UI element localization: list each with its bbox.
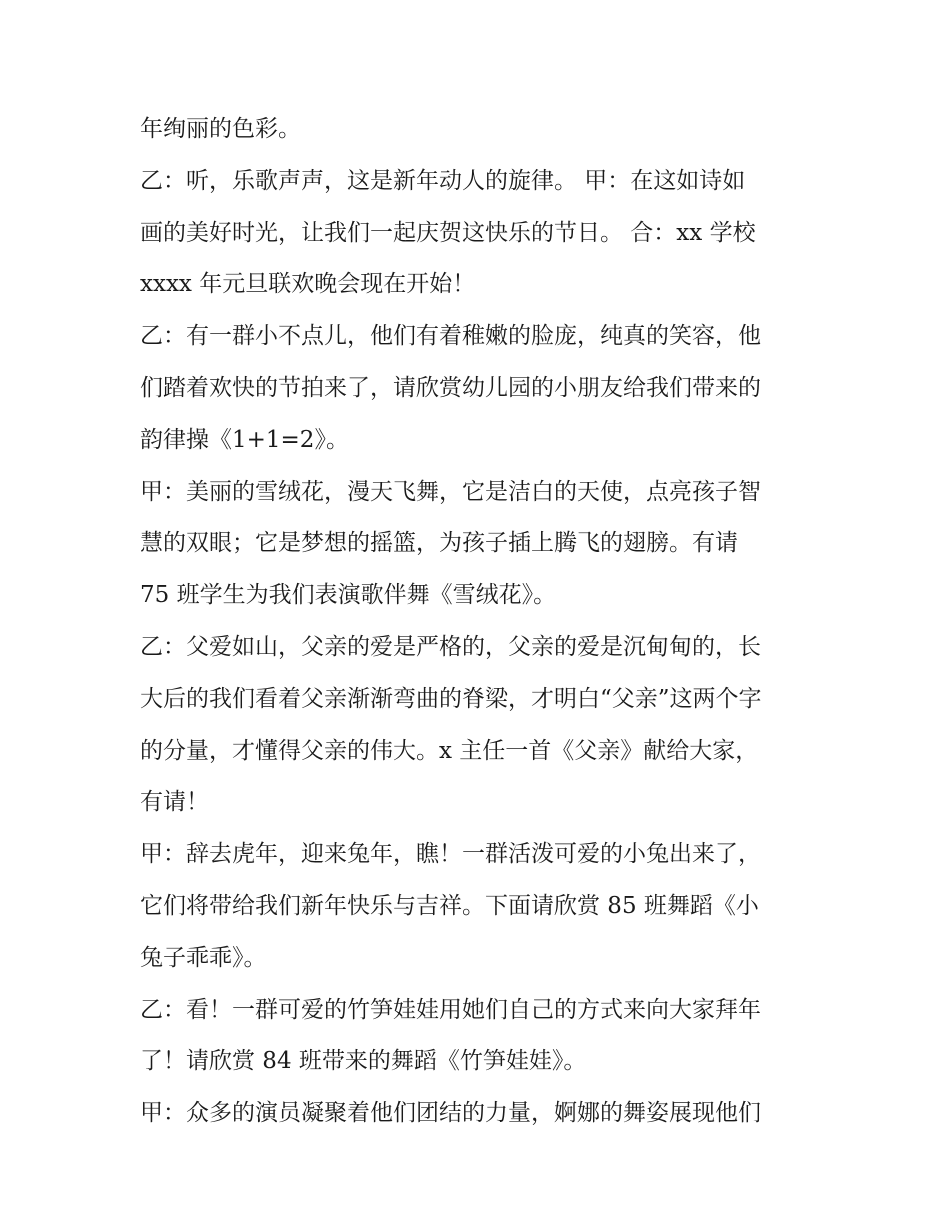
text-line: 慧的双眼；它是梦想的摇篮，为孩子插上腾飞的翅膀。有请 — [140, 530, 738, 557]
text-line: 们踏着欢快的节拍来了，请欣赏幼儿园的小朋友给我们带来的 — [140, 374, 761, 401]
text-line: 乙：有一群小不点儿，他们有着稚嫩的脸庞，纯真的笑容，他 — [140, 323, 761, 350]
text-line: 画的美好时光，让我们一起庆贺这快乐的节日。 合：xx 学校 — [140, 219, 756, 246]
text-line: 甲：辞去虎年，迎来兔年，瞧！一群活泼可爱的小兔出来了， — [140, 841, 761, 868]
text-line: 乙：听，乐歌声声，这是新年动人的旋律。 甲：在这如诗如 — [140, 167, 746, 194]
text-line: 乙：看！一群可爱的竹笋娃娃用她们自己的方式来向大家拜年 — [140, 996, 761, 1023]
text-line: 甲：众多的演员凝聚着他们团结的力量，婀娜的舞姿展现他们 — [140, 1100, 761, 1127]
text-line: 韵律操《1+1=2》。 — [140, 426, 349, 453]
text-line: 兔子乖乖》。 — [140, 944, 267, 971]
text-line: 有请！ — [140, 789, 209, 816]
text-line: 甲：美丽的雪绒花，漫天飞舞，它是洁白的天使，点亮孩子智 — [140, 478, 761, 505]
text-line: 它们将带给我们新年快乐与吉祥。下面请欣赏 85 班舞蹈《小 — [140, 892, 759, 919]
document-body — [140, 107, 820, 1143]
text-line: xxxx 年元旦联欢晚会现在开始！ — [140, 271, 476, 298]
text-line: 了！请欣赏 84 班带来的舞蹈《竹笋娃娃》。 — [140, 1048, 587, 1075]
text-line: 大后的我们看着父亲渐渐弯曲的脊梁，才明白“父亲”这两个字 — [140, 685, 762, 712]
text-line: 的分量，才懂得父亲的伟大。x 主任一首《父亲》献给大家， — [140, 737, 759, 764]
text-line: 乙：父爱如山，父亲的爱是严格的，父亲的爱是沉甸甸的，长 — [140, 633, 761, 660]
text-line: 年绚丽的色彩。 — [140, 116, 301, 142]
text-line: 75 班学生为我们表演歌伴舞《雪绒花》。 — [140, 582, 557, 609]
